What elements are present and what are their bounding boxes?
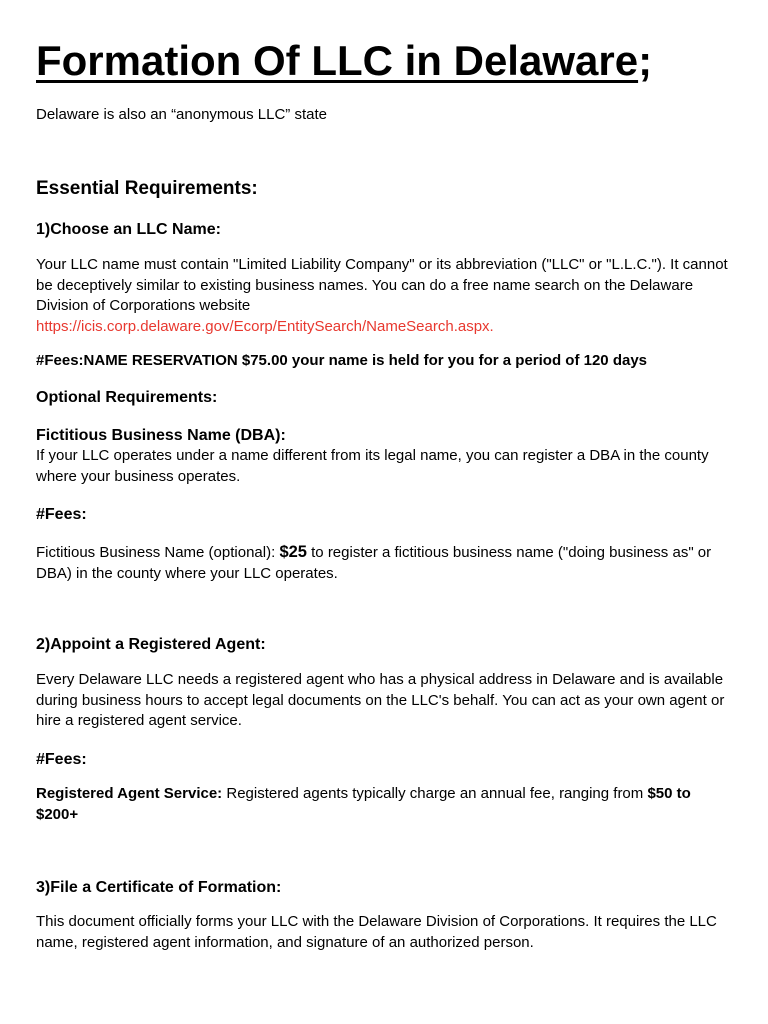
step2-fees bbox=[36, 784, 732, 825]
intro-text: Delaware is also an “anonymous LLC” state bbox=[36, 106, 327, 123]
step2-body: Every Delaware LLC needs a registered agent who has a physical address in Delaware and is available during business hours to accept legal documents on the LLC's behalf. You can act as your own agent or hire a registered agent service. bbox=[36, 671, 725, 729]
dba-fees-suffix: to register a fictitious business name ("doing business as" or DBA) in the county where your LLC operates. bbox=[36, 544, 712, 582]
optional-fees-heading: #Fees: bbox=[36, 506, 87, 523]
step1-body-text: Your LLC name must contain "Limited Liability Company" or its abbreviation ("LLC" or "L.L.C."). It cannot be deceptively similar to existing business names. You can do a free name search on the Delaware Division of Corporations website bbox=[36, 256, 728, 314]
dba-fees-amount: $25 bbox=[279, 543, 307, 561]
step2-fees-heading: #Fees: bbox=[36, 751, 87, 768]
step1-heading: 1)Choose an LLC Name: bbox=[36, 221, 221, 238]
dba-fees-prefix: Fictitious Business Name (optional): bbox=[36, 544, 280, 561]
step3-body: This document officially forms your LLC with the Delaware Division of Corporations. It requires the LLC name, registered agent information, and signature of an authorized person. bbox=[36, 913, 717, 951]
step1-fees: #Fees:NAME RESERVATION $75.00 your name is held for you for a period of 120 days bbox=[36, 352, 648, 369]
step2-fees-text: Registered agents typically charge an annual fee, ranging from bbox=[222, 785, 648, 802]
name-search-link[interactable]: https://icis.corp.delaware.gov/Ecorp/EntitySearch/NameSearch.aspx. bbox=[36, 317, 494, 335]
dba-fees bbox=[36, 542, 732, 584]
page-title bbox=[36, 36, 652, 86]
step1-body bbox=[36, 255, 732, 337]
dba-heading: Fictitious Business Name (DBA): bbox=[36, 427, 286, 444]
step2-heading: 2)Appoint a Registered Agent: bbox=[36, 636, 266, 653]
step2-fees-label: Registered Agent Service: bbox=[36, 785, 223, 802]
essential-requirements-heading: Essential Requirements: bbox=[36, 178, 258, 199]
dba-body: If your LLC operates under a name different from its legal name, you can register a DBA in the county where your business operates. bbox=[36, 447, 709, 485]
page-title-suffix: ; bbox=[638, 37, 653, 84]
step2-fees-range: $50 to $200+ bbox=[36, 785, 691, 823]
optional-requirements-heading: Optional Requirements: bbox=[36, 389, 218, 406]
step3-heading: 3)File a Certificate of Formation: bbox=[36, 879, 282, 896]
page-title-text: Formation Of LLC in Delaware bbox=[36, 37, 639, 84]
